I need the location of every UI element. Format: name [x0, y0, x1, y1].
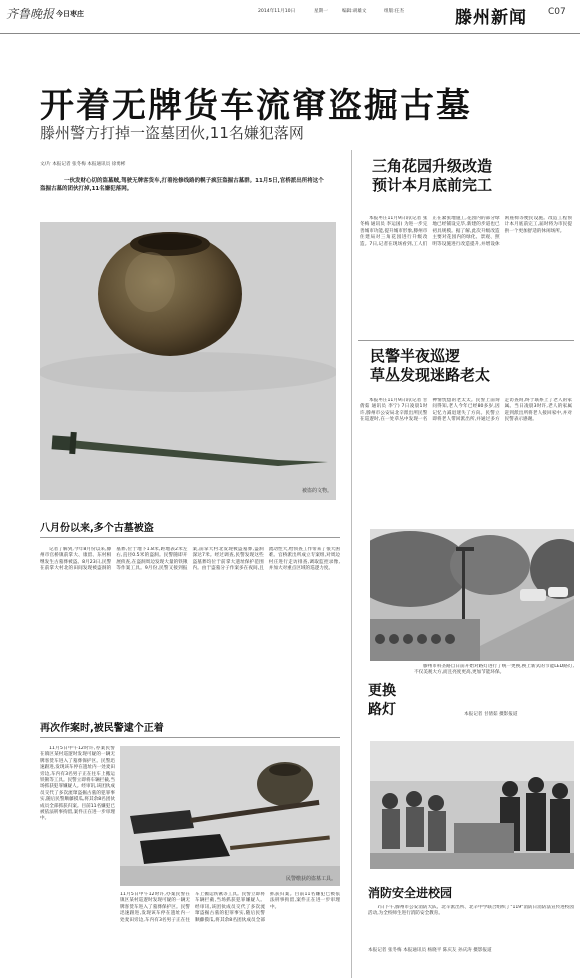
section1-title: 八月份以来,多个古墓被盗	[40, 523, 154, 534]
story4-byline: 本报记者 甘倩茹 摄影报道	[464, 712, 518, 717]
tools-photo	[120, 746, 340, 886]
logo: 齐鲁晚报	[6, 7, 55, 21]
section2-title: 再次作案时,被民警逮个正着	[40, 723, 164, 734]
lead-subhead: 滕州警方打掉一盗墓团伙,11名嫌犯落网	[40, 124, 304, 142]
story2-body: 本报枣庄11月9日讯(记者 张冬梅 通讯员 李运国) 为进一步完善城市功能,提升城市形象,滕州市住建局对三角花园进行升级改造。7日,记者在现场看到,工人们正在紧张地施工,花园内的部分绿地已经铺设完毕,新建的步道也已初具规模。据了解,此次升级改造主要对花园内的绿化、景观、照明等设施进行改造提升,并增设休闲座椅等便民设施。改造工程预计本月底前完工,届时将为市民提供一个更加舒适的休闲场所。	[360, 216, 572, 247]
section2-body-cont-text: 11月5日中午12时许,办案民警在镇区某村巡逻时发现可疑的一辆无牌客货车进入了墓葬保护区。民警迅速跟进,发现该车停在遗址内一处麦田旁边,车内有3名男子正在往车上搬运铁锹等工具。民警立即将车辆拦截,当场抓获犯罪嫌疑人。经审讯,该团伙成员交代了多次流窜盗掘古墓的犯罪事实,随后民警顺藤摸瓜,将其余8名团伙成员全部抓获归案。目前11名嫌犯已被依法刑事拘留,案件正在进一步审理中。	[120, 892, 340, 923]
editor: 编辑:胡雄文	[342, 9, 367, 14]
tools-caption: 民警缴获的盗墓工具。	[285, 876, 336, 882]
story2-rule	[358, 340, 574, 341]
story4-title: 更换 路灯	[368, 683, 396, 718]
weekday: 星期一	[314, 9, 328, 14]
designer: 组版:任杰	[384, 9, 404, 14]
page-title: 滕州新闻	[455, 8, 527, 28]
story5-body: 7日下午,滕州市公安消防大队、北辛派出所、北辛中学联合组织了"119"消防日消防法宣传进校园活动,为全校师生进行消防安全教育。	[368, 905, 574, 917]
column-divider	[351, 150, 352, 978]
lead-intro: 一伙发财心切的盗墓贼,驾驶无牌客货车,打着抢修线路的幌子疯狂盗掘古墓群。11月5日,官桥派出所将这个盗掘古墓的团伙打掉,11名嫌犯落网。	[40, 178, 324, 192]
lead-headline: 开着无牌货车流窜盗掘古墓	[40, 86, 472, 126]
section-name: 今日枣庄	[56, 10, 84, 18]
masthead-rule	[0, 33, 580, 34]
lead-byline: 文/片 本报记者 张冬梅 本报通讯员 徐勇彬	[40, 162, 126, 167]
relics-photo-art	[40, 222, 336, 500]
street-lamp-photo	[370, 529, 574, 661]
masthead	[0, 0, 580, 34]
story4-body: 滕州市科圣路自日前开始对路灯进行了统一更换,换上新式的节能LED路灯,不仅美观大方,而且亮度更高,更加节能环保。	[414, 664, 574, 676]
section2-rule	[40, 737, 340, 738]
date-line: 2014年11月10日	[258, 9, 296, 14]
section2-body: 11月5日中午12时许,办案民警在镇区某村巡逻时发现可疑的一辆无牌客货车进入了墓葬保护区。民警迅速跟进,发现该车停在遗址内一处麦田旁边,车内有3名男子正在往车上搬运铁锹等工具。民警立即将车辆拦截,当场抓获犯罪嫌疑人。经审讯,该团伙成员交代了多次流窜盗掘古墓的犯罪事实,随后民警顺藤摸瓜,将其余8名团伙成员全部抓获归案。目前11名嫌犯已被依法刑事拘留,案件正在进一步审理中。	[40, 746, 115, 822]
story3-title: 民警半夜巡逻 草丛发现迷路老太	[370, 347, 491, 384]
relics-photo	[40, 222, 336, 500]
story3-body: 本报枣庄11月9日讯(记者 甘倩茹 通讯员 李宁) 7日凌晨1时许,滕州市公安局北辛派出所民警在巡逻时,在一处草丛中发现一名神情恍惚的老太太。民警上前询问得知,老人今年已经80多岁,因记忆力减退迷失了方向。民警立即将老人带回派出所,并通过多方走访查询,终于联系上了老人的家属。当日凌晨3时许,老人的家属赶到派出所将老人接回家中,并对民警表示感谢。	[360, 398, 572, 423]
relics-caption: 被盗的文物。	[301, 488, 332, 494]
section1-body: 记者了解到,今年8月份以来,滕州市官桥镇前掌大、康留、东村相继发生古墓葬被盗。8月23日,民警在前掌大村北的田间发现被盗洞的墓葬,位于地下1.8米,距地表2米左右,直径0.5米的盗洞。民警随即开展侦查,在盗洞周边发现大量的铁锹等作案工具。9月份,民警又接到报案,前掌大村北发现被盗墓葬,盗洞深达7米。经过调查,民警发现这些盗墓葬均位于前掌大遗址保护范围内。由于盗墓分子作案多在夜间,且流动性大,给侦查工作带来了很大困难。官桥派出所成立专案组,对周边村庄进行走访排查,调取监控录像,并加大对重点区域的巡逻力度。	[40, 547, 340, 572]
story2-title: 三角花园升级改造 预计本月底前完工	[372, 157, 493, 194]
fire-safety-photo	[370, 741, 574, 869]
street-lamp-art	[370, 529, 574, 661]
fire-safety-art	[370, 741, 574, 869]
story5-title: 消防安全进校园	[368, 886, 453, 900]
section2-body-cont	[120, 892, 340, 976]
section1-rule	[40, 537, 340, 538]
story5-byline: 本报记者 张冬梅 本报通讯员 杨晓平 陈庆友 孙庆涛 摄影报道	[368, 948, 492, 953]
tools-photo-art	[120, 746, 340, 886]
page-number: C07	[548, 7, 566, 17]
